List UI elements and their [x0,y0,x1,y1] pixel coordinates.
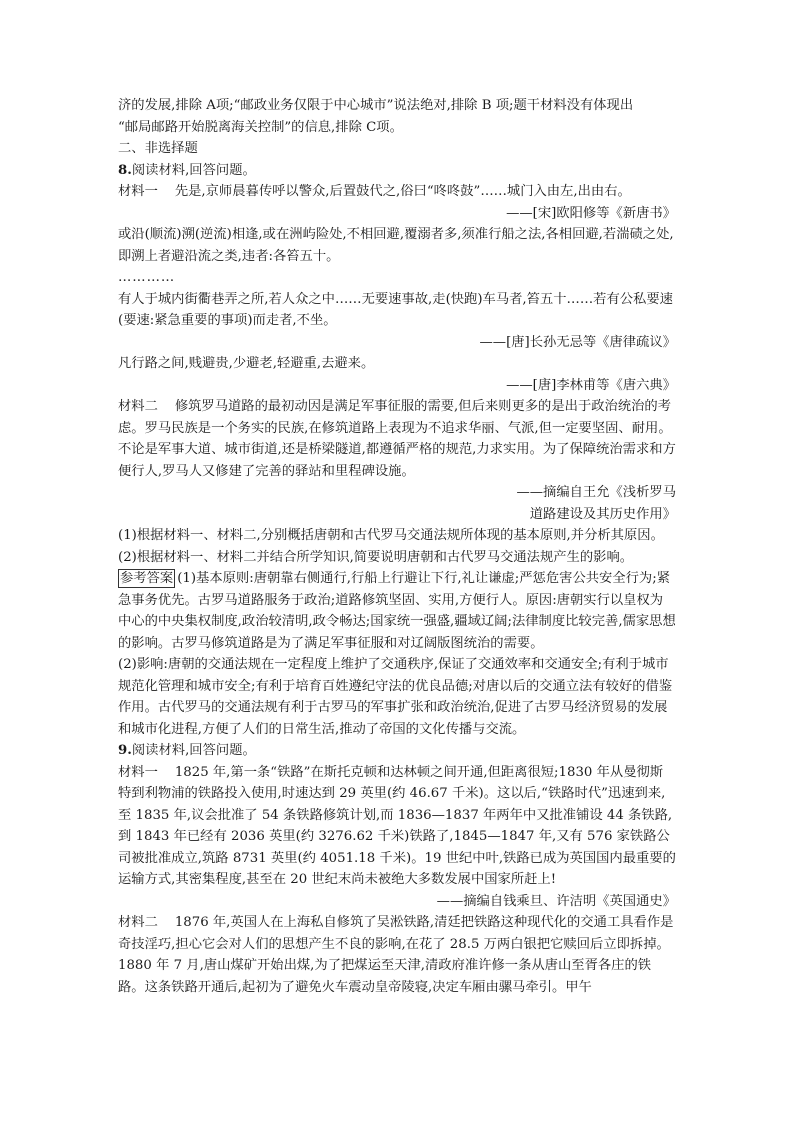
q8-answer1-text: (1)基本原则:唐朝靠右侧通行,行船上行避让下行,礼让谦虚;严惩危害公共安全行为;紧急事务优先。古罗马道路服务于政治;道路修筑坚固、实用,方便行人。原因:唐朝实行以皇权为中心的中央集权制度,政治较清明,政令畅达;国家统一强盛,疆域辽阔;法律制度比较完善,儒家思想的影响。古罗马修筑道路是为了满足军事征服和对辽阔版图统治的需要。 [118,571,676,651]
q8-stem-text: 阅读材料,回答问题。 [131,162,256,178]
q8-subquestion1: (1)根据材料一、材料二,分别概括唐朝和古代罗马交通法规所体现的基本原则,并分析其原因。 [118,528,664,543]
q9-material1-label: 材料一 [118,764,158,780]
q8-material2-label: 材料二 [118,399,158,414]
q8-material1-label: 材料一 [118,184,158,199]
q9-material2-text: 1876 年,英国人在上海私自修筑了吴淞铁路,清廷把铁路这种现代化的交通工具看作是奇技淫巧,担心它会对人们的思想产生不良的影响,在花了 28.5 万两白银把它赎回后立即拆掉。1880 年 7 月,唐山煤矿开始出煤,为了把煤运至天津,清政府准许修一条从唐山至胥各庄的铁路。这条铁路开通后,起初为了避免火车震动皇帝陵寝,决定车厢由骡马牵引。甲午 [118,915,674,995]
q8-answer2-para: (2)影响:唐朝的交通法规在一定程度上维护了交通秩序,保证了交通效率和交通安全;有利于城市规范化管理和城市安全;有利于培育百姓遵纪守法的优良品德;对唐以后的交通立法有较好的借鉴作用。古代罗马的交通法规有利于古罗马的军事扩张和政治统治,促进了古罗马经济贸易的发展和城市化进程,方便了人们的日常生活,推动了帝国的文化传播与交流。 [118,657,673,737]
q7-explanation-line2: “邮局邮路开始脱离海关控制”的信息,排除 C项。 [118,119,403,135]
section-title: 二、非选择题 [118,141,198,156]
q9-number: 9. [118,743,132,758]
q8-subquestion2: (2)根据材料一、材料二并结合所学知识,简要说明唐朝和古代罗马交通法规产生的影响。 [118,549,634,565]
q8-material1-para1 [118,181,676,203]
q9-material1-source: ——摘编自钱乘旦、许洁明《英国通史》 [436,893,676,909]
q8-material1-ellipsis: ………… [118,270,176,285]
q8-material1-para2: 或沿(顺流)溯(逆流)相逢,或在洲屿险处,不相回避,覆溺者多,须准行船之法,各相回避,若湍碛之处,即溯上者避沿流之类,违者:各笞五十。 [118,227,674,264]
q8-material1-source2: ——[唐]长孙无忌等《唐律疏议》 [479,334,676,350]
q8-material2-source-line1: ——摘编自王允《浅析罗马 [516,485,676,500]
q9-material2-para [118,912,676,998]
q9-stem-text: 阅读材料,回答问题。 [131,743,256,758]
answer-label-box: 参考答案 [120,571,174,586]
q9-material1-text: 1825 年,第一条“铁路”在斯托克顿和达林顿之间开通,但距离很短;1830 年从曼彻斯特到利物浦的铁路投入使用,时速达到 29 英里(约 46.67 千米)。这以后,“铁路时代”迅速到来,至 1835 年,议会批准了 54 条铁路修筑计划,而 1836—1837 年两年中又批准铺设 44 条铁路,到 1843 年已经有 2036 英里(约 3276.62 千米)铁路了,1845—1847 年,又有 576 家铁路公司被批准成立,筑路 8731 英里(约 4051.18 千米)。19 世纪中叶,铁路已成为英国国内最重要的运输方式,其密集程度,甚至在 20 世纪末尚未被绝大多数发展中国家所赶上! [118,764,676,887]
q9-material1-para [118,762,676,891]
q8-material1-source3: ——[唐]李林甫等《唐六典》 [506,377,676,393]
q8-material1-text1: 先是,京师晨暮传呼以警众,后置鼓代之,俗曰“咚咚鼓”……城门入由左,出由右。 [174,184,631,199]
q7-explanation-line1: 济的发展,排除 A项;“邮政业务仅限于中心城市”说法绝对,排除 B 项;题干材料没有体现出 [118,98,634,113]
q8-material2-para [118,396,676,482]
q8-material1-source1: ——[宋]欧阳修等《新唐书》 [506,205,676,221]
q8-material2-source-line2: 道路建设及其历史作用》 [529,506,676,522]
q9-material2-label: 材料二 [118,915,158,930]
q8-number: 8. [118,162,132,178]
q8-material2-text: 修筑罗马道路的最初动因是满足军事征服的需要,但后来则更多的是出于政治统治的考虑。罗马民族是一个务实的民族,在修筑道路上表现为不追求华丽、气派,但一定要坚固、耐用。不论是军事大道、城市街道,还是桥梁隧道,都遵循严格的规范,力求实用。为了保障统治需求和方便行人,罗马人又修建了完善的驿站和里程碑设施。 [118,399,676,479]
q8-material1-para3: 有人于城内街衢巷弄之所,若人众之中……无要速事故,走(快跑)车马者,笞五十……若有公私要速(要速:紧急重要的事项)而走者,不坐。 [118,291,673,328]
q9-stem [118,740,676,762]
q8-answer1-para [118,568,676,654]
q8-material1-para4: 凡行路之间,贱避贵,少避老,轻避重,去避来。 [118,356,375,371]
q8-stem [118,160,676,182]
